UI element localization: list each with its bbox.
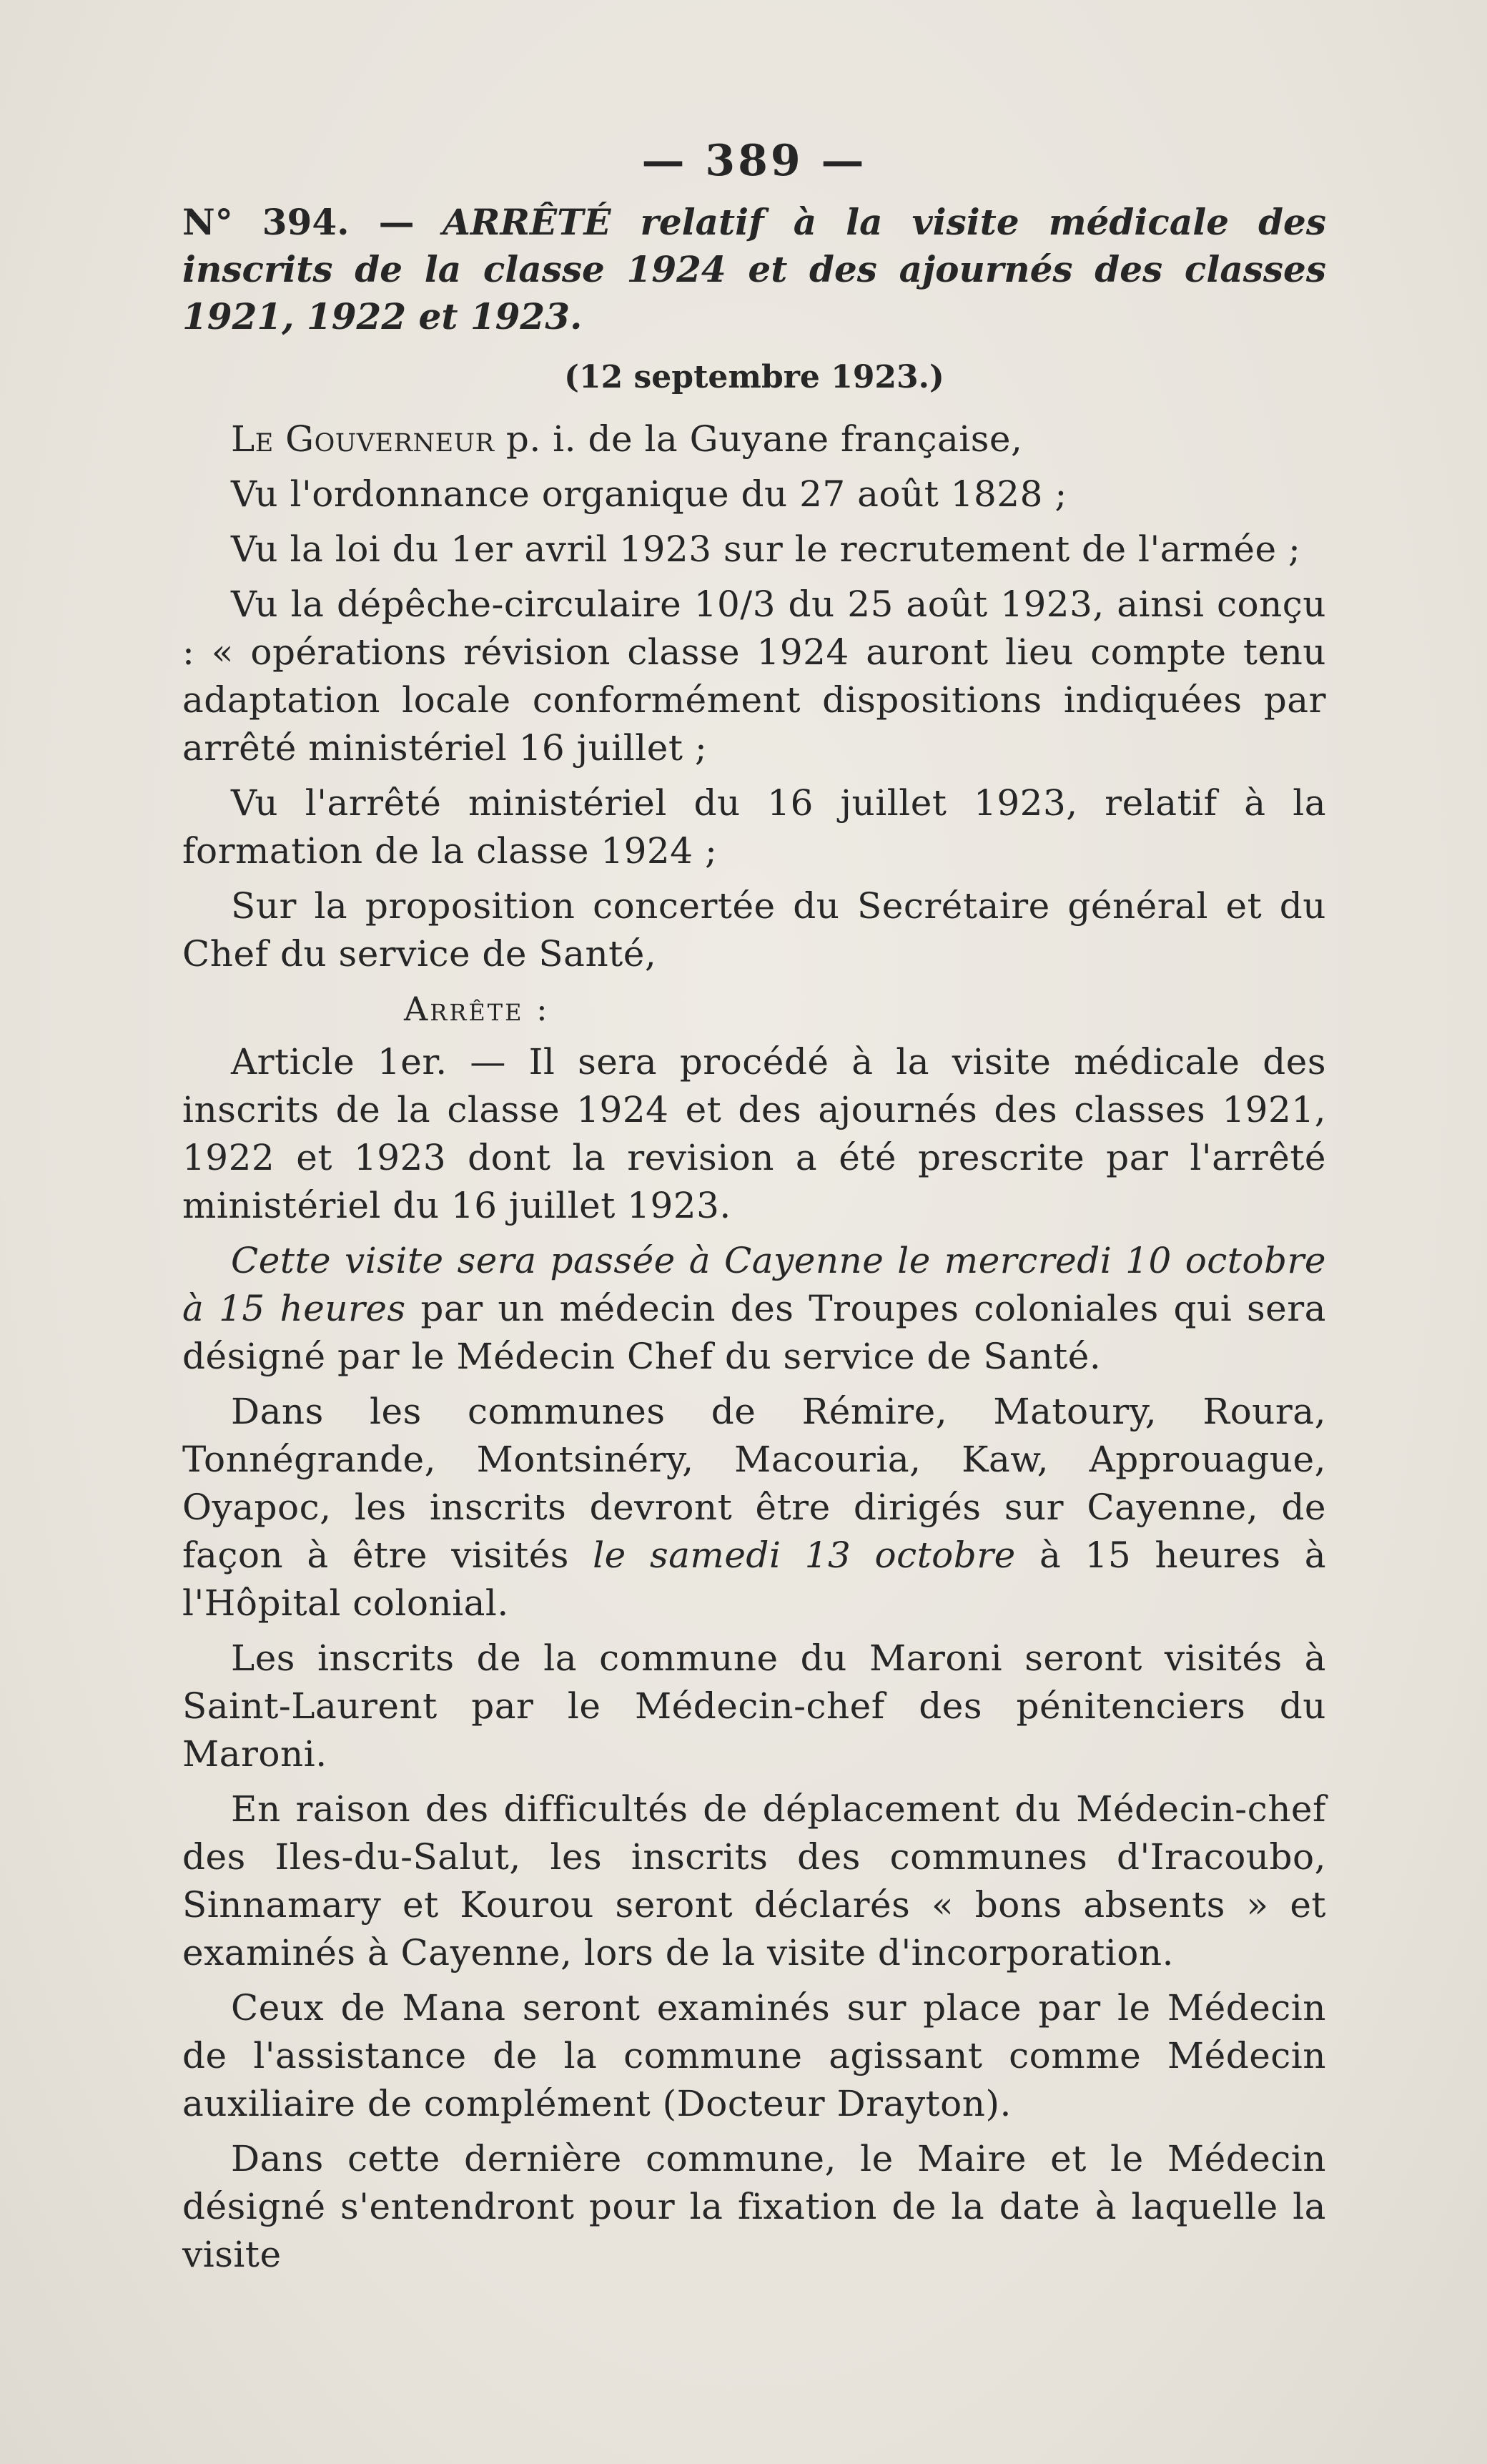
preamble-line: Vu l'ordonnance organique du 27 août 1828 ; (231, 473, 1067, 515)
communes-after: à 15 heures à l'Hôpital colonial. (182, 1534, 1326, 1624)
decree-number: N° 394. — (182, 201, 415, 243)
article-1: Article 1er. — Il sera procédé à la visite médicale des inscrits de la classe 1924 et des ajournés des classes 1921, 1922 et 1923 dont la revision a été prescrite par l'arrêté ministériel du 16 juillet 1923. (182, 1041, 1326, 1226)
communes-paragraph (182, 1388, 1326, 1627)
decree-date: (12 septembre 1923.) (564, 359, 944, 395)
text-block (182, 136, 1326, 2286)
visit-rest: par un médecin des Troupes coloniales qui sera désigné par le Médecin Chef du service de Santé. (182, 1288, 1326, 1377)
paragraph: En raison des difficultés de déplacement du Médecin-chef des Iles-du-Salut, les inscrits des communes d'Iracoubo, Sinnamary et Kourou seront déclarés « bons absents » et examinés à Cayenne, lors de la visite d'incorporation. (182, 1788, 1326, 1973)
communes-italic: le samedi 13 octobre (593, 1534, 1016, 1576)
decree-heading (182, 199, 1326, 340)
arrete-label: Arrête : (404, 990, 550, 1028)
paragraph: Ceux de Mana seront examinés sur place par le Médecin de l'assistance de la commune agissant comme Médecin auxiliaire de complément (Docteur Drayton). (182, 1987, 1326, 2124)
preamble-text: p. i. de la Guyane française, (494, 418, 1023, 460)
page-number: — 389 — (641, 136, 867, 186)
preamble-line: Vu l'arrêté ministériel du 16 juillet 1923, relatif à la formation de la classe 1924 ; (182, 782, 1326, 872)
decree-title: ARRÊTÉ relatif à la visite médicale des inscrits de la classe 1924 et des ajournés des classes 1921, 1922 et 1923. (182, 201, 1327, 337)
preamble-lead: Le Gouverneur (231, 418, 495, 460)
preamble-line: Vu la dépêche-circulaire 10/3 du 25 août 1923, ainsi conçu : « opérations révision classe 1924 auront lieu compte tenu adaptation locale conformément dispositions indiquées par arrêté ministériel 16 juillet ; (182, 583, 1326, 769)
visit-paragraph (182, 1237, 1326, 1381)
preamble-line (182, 415, 1326, 463)
preamble-line: Sur la proposition concertée du Secrétaire général et du Chef du service de Santé, (182, 885, 1326, 975)
visit-italic: Cette visite sera passée à Cayenne le mercredi 10 octobre à 15 heures (182, 1240, 1326, 1329)
paragraph: Les inscrits de la commune du Maroni seront visités à Saint-Laurent par le Médecin-chef des pénitenciers du Maroni. (182, 1637, 1326, 1775)
preamble-line: Vu la loi du 1er avril 1923 sur le recrutement de l'armée ; (231, 528, 1301, 570)
communes-before: Dans les communes de Rémire, Matoury, Roura, Tonnégrande, Montsinéry, Macouria, Kaw, Approuague, Oyapoc, les inscrits devront être dirigés sur Cayenne, de façon à être visités (182, 1391, 1326, 1576)
paragraph: Dans cette dernière commune, le Maire et le Médecin désigné s'entendront pour la fixation de la date à laquelle la visite (182, 2138, 1326, 2275)
